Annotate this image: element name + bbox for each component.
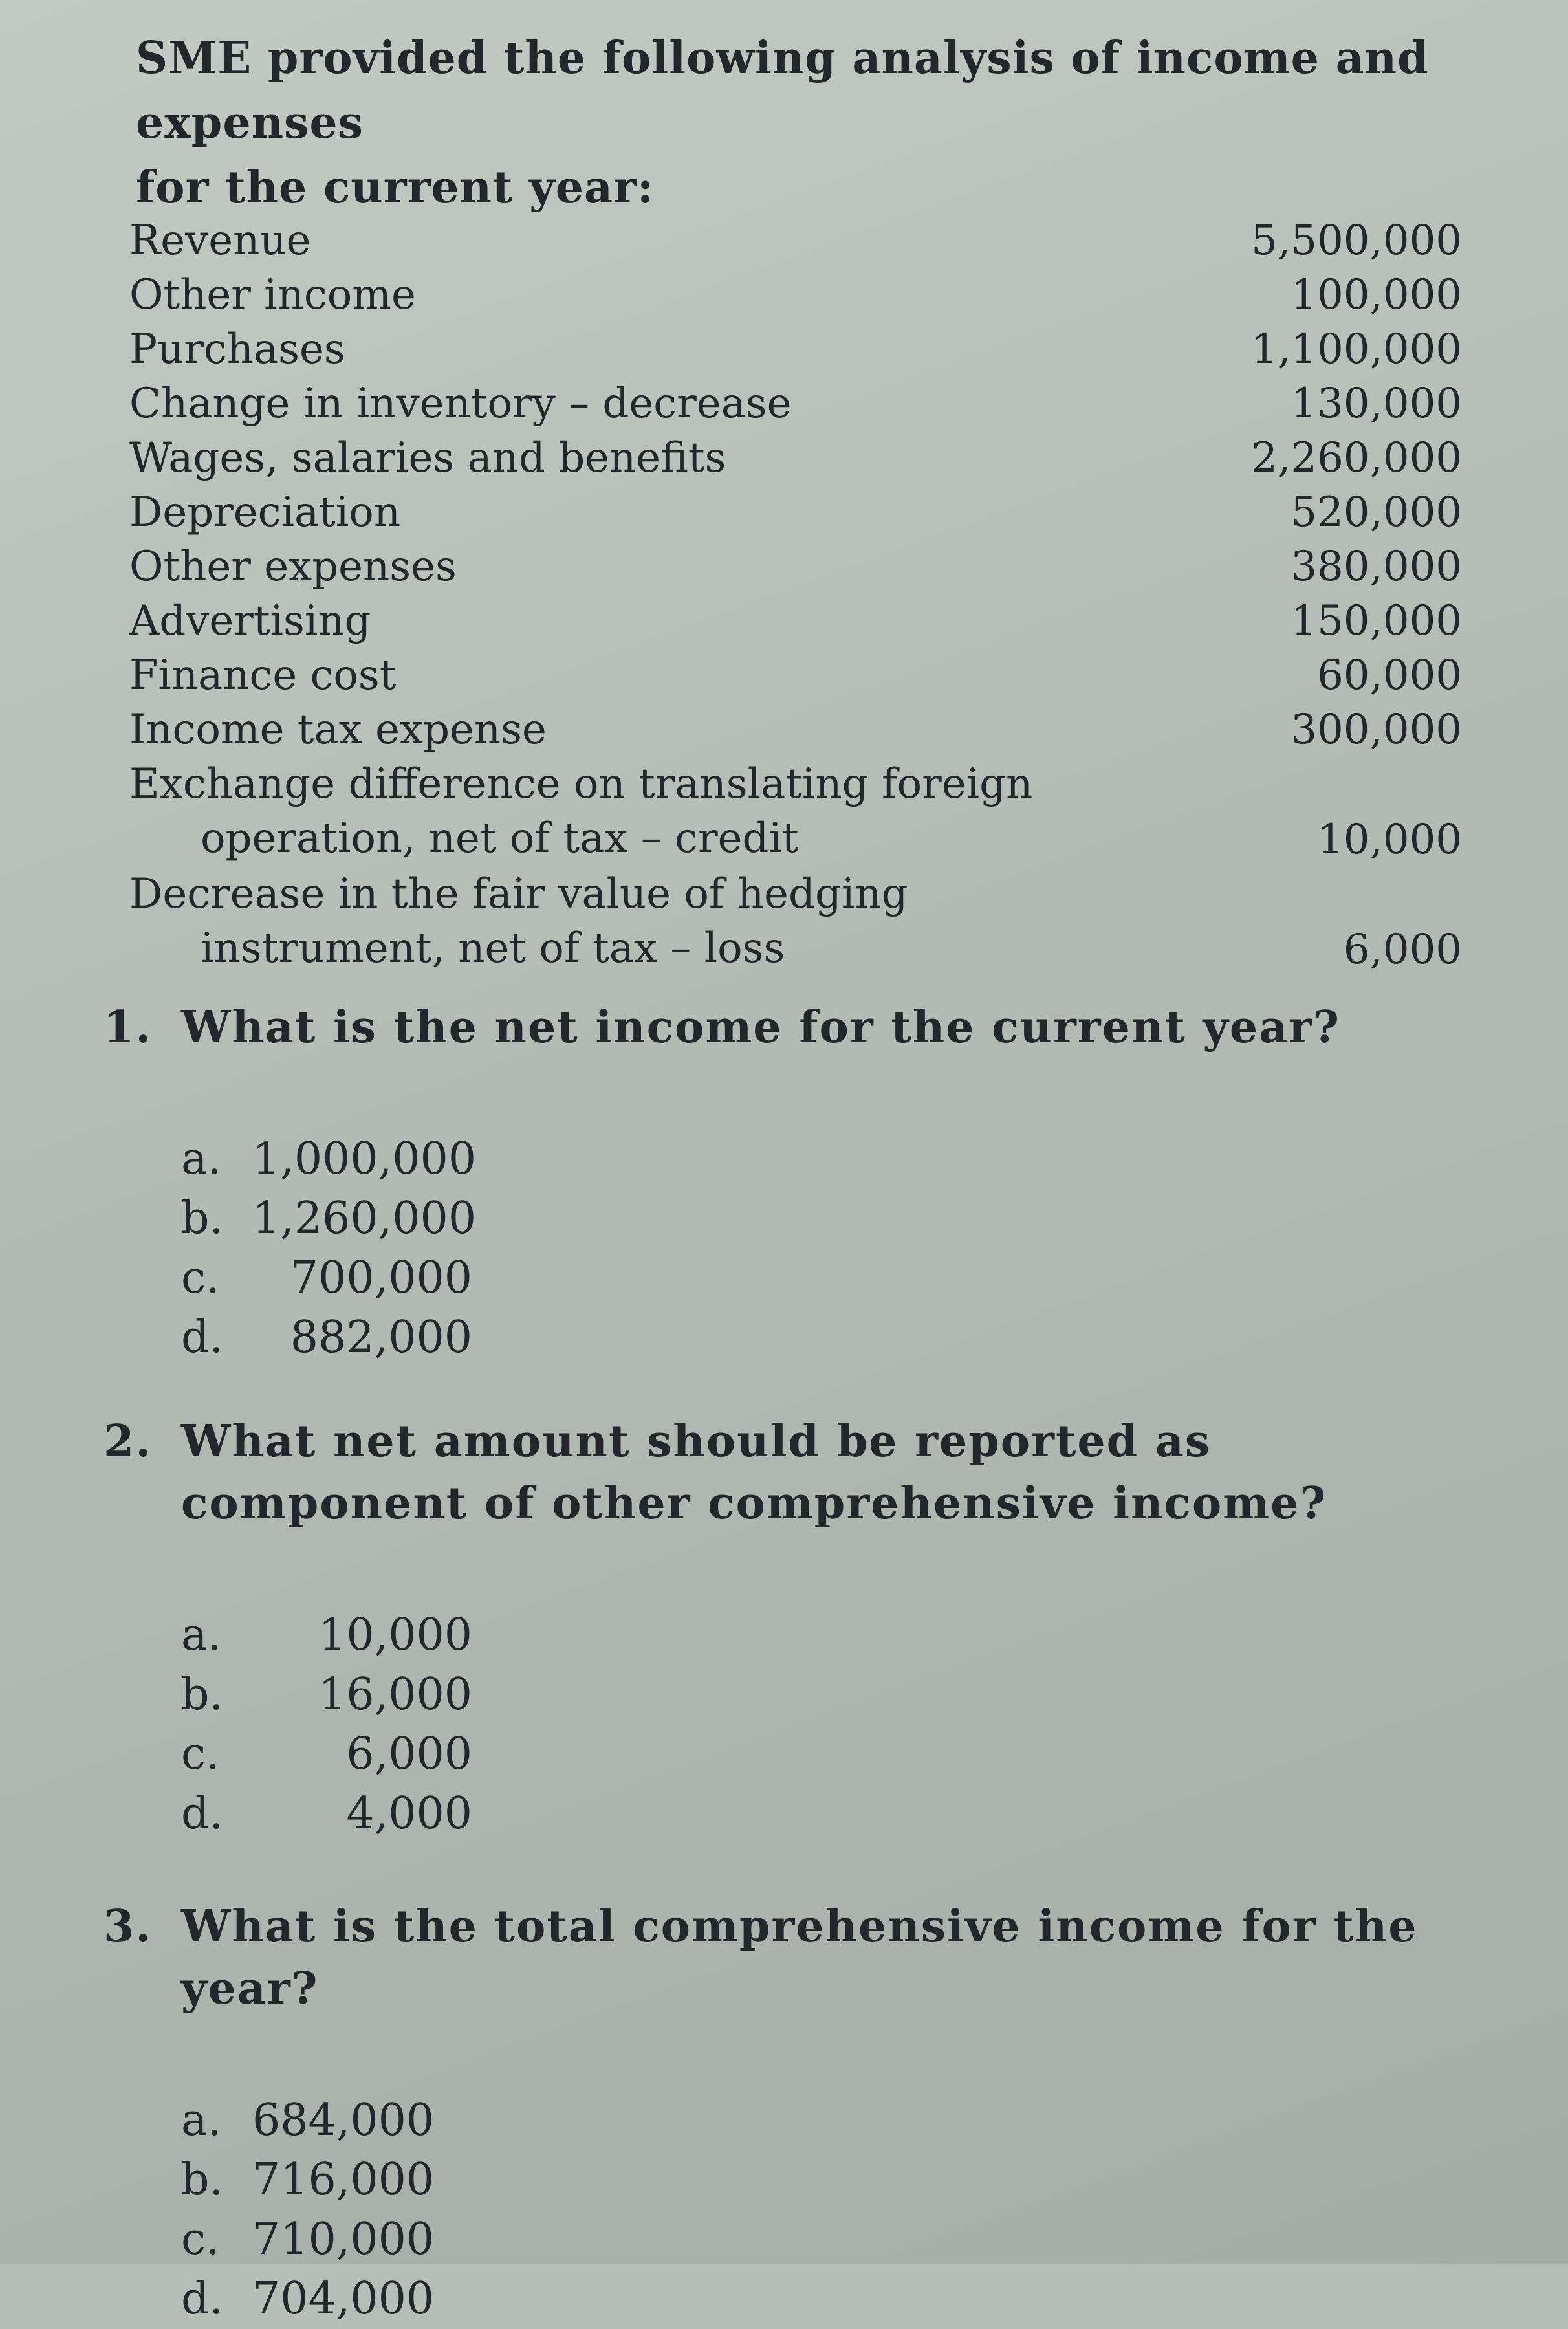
option-letter: c. <box>181 1252 220 1304</box>
option-letter: d. <box>181 1312 224 1363</box>
list-item <box>116 485 1462 540</box>
option-value: 4,000 <box>346 1788 472 1839</box>
item-label: Wages, salaries and benefits <box>129 434 726 482</box>
income-expense-list <box>116 213 1462 977</box>
question-3 <box>103 1896 1494 2329</box>
item-label: Other expenses <box>129 543 457 591</box>
item-amount: 6,000 <box>1343 926 1462 974</box>
option-letter: a. <box>181 1133 222 1185</box>
option-value: 700,000 <box>290 1252 472 1304</box>
option-letter: c. <box>181 2214 220 2265</box>
option-value: 16,000 <box>318 1669 472 1720</box>
answer-option-a[interactable] <box>181 1130 1494 1189</box>
item-amount: 130,000 <box>1290 380 1462 428</box>
list-item <box>116 757 1462 867</box>
item-amount: 5,500,000 <box>1251 217 1462 265</box>
list-item <box>116 322 1462 377</box>
answer-option-c[interactable] <box>181 2210 1494 2269</box>
intro-line-2: for the current year: <box>136 162 654 213</box>
intro-text <box>136 26 1507 220</box>
item-label <box>129 757 1032 866</box>
list-item <box>116 648 1462 703</box>
list-item <box>116 540 1462 594</box>
question-body: What net amount should be reported as component of other comprehensive income? <box>181 1416 1327 1529</box>
option-letter: a. <box>181 2095 222 2146</box>
option-value: 704,000 <box>252 2273 435 2324</box>
question-text <box>103 996 1494 1058</box>
question-body: What is the total comprehensive income for the year? <box>181 1901 1418 2015</box>
answer-option-b[interactable] <box>181 2150 1494 2210</box>
item-label <box>129 867 908 976</box>
item-label-line-2: instrument, net of tax – loss <box>201 924 785 972</box>
item-label: Income tax expense <box>129 706 547 754</box>
option-letter: d. <box>181 1788 224 1839</box>
item-label: Purchases <box>129 325 345 373</box>
item-amount: 100,000 <box>1290 271 1462 319</box>
option-value: 1,000,000 <box>252 1133 477 1185</box>
option-value: 716,000 <box>252 2154 435 2205</box>
item-amount: 520,000 <box>1290 488 1462 536</box>
item-label-line-1: Decrease in the fair value of hedging <box>129 870 908 918</box>
option-value: 6,000 <box>346 1729 472 1780</box>
question-number: 2. <box>103 1416 152 1467</box>
option-letter: d. <box>181 2273 224 2324</box>
list-item <box>116 867 1462 977</box>
option-value: 1,260,000 <box>252 1193 477 1244</box>
answer-option-a[interactable] <box>181 1606 1494 1665</box>
option-letter: b. <box>181 1669 224 1720</box>
item-label-line-1: Exchange difference on translating foreign <box>129 760 1033 808</box>
answer-option-b[interactable] <box>181 1665 1494 1725</box>
answer-option-d[interactable] <box>181 1784 1494 1844</box>
item-label: Depreciation <box>129 488 401 536</box>
answer-options <box>103 2091 1494 2329</box>
item-amount: 60,000 <box>1317 651 1462 699</box>
option-letter: c. <box>181 1729 220 1780</box>
list-item <box>116 213 1462 268</box>
answer-option-c[interactable] <box>181 1725 1494 1784</box>
option-letter: b. <box>181 2154 224 2205</box>
item-amount: 150,000 <box>1290 597 1462 645</box>
item-label: Finance cost <box>129 651 397 699</box>
question-number: 3. <box>103 1901 152 1952</box>
item-label: Other income <box>129 271 416 319</box>
item-amount: 1,100,000 <box>1251 325 1462 373</box>
option-value: 10,000 <box>318 1610 472 1661</box>
question-text <box>103 1410 1494 1535</box>
item-label-line-2: operation, net of tax – credit <box>201 815 799 862</box>
answer-option-d[interactable] <box>181 2269 1494 2329</box>
item-label: Revenue <box>129 217 311 265</box>
option-letter: a. <box>181 1610 222 1661</box>
answer-options <box>103 1130 1494 1368</box>
item-amount: 10,000 <box>1317 816 1462 864</box>
list-item <box>116 431 1462 485</box>
question-text <box>103 1896 1494 2020</box>
item-label: Change in inventory – decrease <box>129 380 792 428</box>
list-item <box>116 703 1462 757</box>
item-amount: 300,000 <box>1290 706 1462 754</box>
answer-option-b[interactable] <box>181 1189 1494 1249</box>
item-amount: 380,000 <box>1290 543 1462 591</box>
answer-option-c[interactable] <box>181 1249 1494 1308</box>
option-value: 882,000 <box>290 1312 472 1363</box>
answer-options <box>103 1606 1494 1844</box>
intro-line-1: SME provided the following analysis of income and expenses <box>136 32 1429 149</box>
option-value: 684,000 <box>252 2095 435 2146</box>
question-body: What is the net income for the current year? <box>181 1001 1340 1053</box>
question-1 <box>103 996 1494 1368</box>
list-item <box>116 377 1462 431</box>
option-value: 710,000 <box>252 2214 435 2265</box>
option-letter: b. <box>181 1193 224 1244</box>
list-item <box>116 594 1462 648</box>
answer-option-a[interactable] <box>181 2091 1494 2150</box>
item-amount: 2,260,000 <box>1251 434 1462 482</box>
question-number: 1. <box>103 1001 152 1053</box>
question-2 <box>103 1410 1494 1844</box>
answer-option-d[interactable] <box>181 1308 1494 1368</box>
item-label: Advertising <box>129 597 371 645</box>
list-item <box>116 268 1462 322</box>
